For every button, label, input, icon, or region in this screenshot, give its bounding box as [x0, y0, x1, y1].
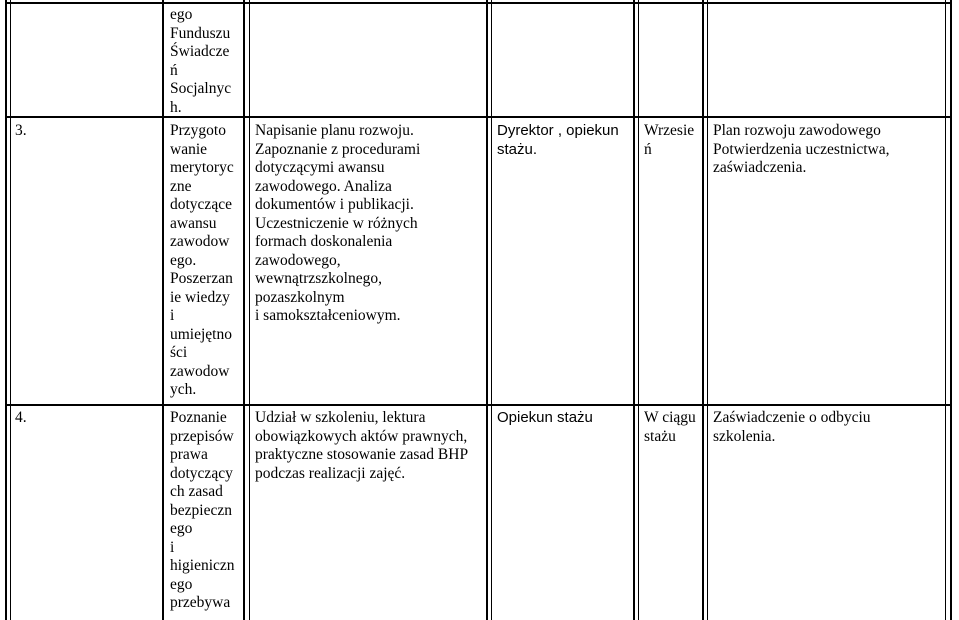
- cell-row3-responsible: Dyrektor , opiekun stażu.: [497, 122, 619, 158]
- table-border-left-inner: [10, 0, 11, 620]
- table-border-right-inner: [945, 0, 946, 620]
- cell-row3-evidence: Plan rozwoju zawodowego Potwierdzenia uczestnictwa, zaświadczenia.: [713, 122, 890, 176]
- cell-row3-number: 3.: [15, 122, 27, 139]
- cell-row3-topic: Przygoto wanie merytoryc zne dotyczące awansu zawodow ego. Poszerzan ie wiedzy i umiejętno ści zawodow ych.: [170, 122, 234, 398]
- column-divider-1: [162, 0, 164, 620]
- column-divider-5b: [707, 0, 708, 620]
- cell-row4-topic: Poznanie przepisów prawa dotyczący ch zasad bezpieczn ego i higieniczn ego przebywa: [170, 409, 235, 611]
- cell-row3-tasks: Napisanie planu rozwoju. Zapoznanie z procedurami dotyczącymi awansu zawodowego. Analiza dokumentów i publikacji. Uczestniczenie w różnych formach doskonalenia zawodowego, wewnątrzszkolnego, pozaszkolnym i samokształceniowym.: [255, 122, 421, 324]
- cell-row4-tasks: Udział w szkoleniu, lektura obowiązkowych aktów prawnych, praktyczne stosowanie zasad BHP podczas realizacji zajęć.: [255, 409, 469, 482]
- row-divider-4: [5, 404, 952, 406]
- table-border-left-outer: [5, 0, 7, 620]
- cell-row4-responsible: Opiekun stażu: [497, 409, 593, 426]
- cell-row4-number: 4.: [15, 409, 27, 426]
- table-border-top: [5, 2, 952, 4]
- column-divider-2b: [249, 0, 250, 620]
- cell-topic-continued: ego Funduszu Świadcze ń Socjalnyc h.: [170, 6, 232, 116]
- column-divider-4b: [638, 0, 639, 620]
- column-divider-5: [702, 0, 704, 620]
- cell-row4-deadline: W ciągu stażu: [644, 409, 696, 445]
- cell-row3-deadline: Wrzesie ń: [644, 122, 695, 158]
- row-divider-3: [5, 116, 952, 118]
- table-border-right-outer: [950, 0, 952, 620]
- cell-row4-evidence: Zaświadczenie o odbyciu szkolenia.: [713, 409, 871, 445]
- column-divider-4: [633, 0, 635, 620]
